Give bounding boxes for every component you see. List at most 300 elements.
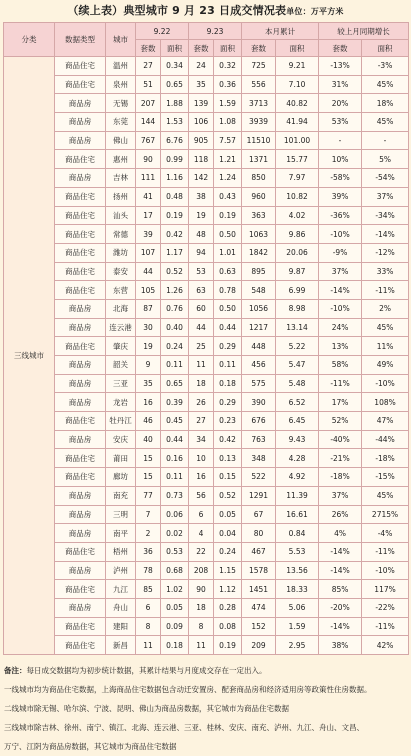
sets-922-cell: 51 bbox=[136, 75, 161, 94]
sets-month-cell: 522 bbox=[242, 468, 276, 487]
city-cell: 泸州 bbox=[106, 561, 136, 580]
area-change-cell: -22% bbox=[362, 598, 409, 617]
sets-922-cell: 35 bbox=[136, 374, 161, 393]
subheader-area: 面积 bbox=[362, 40, 409, 57]
sets-change-cell: 52% bbox=[319, 412, 362, 431]
sets-month-cell: 11510 bbox=[242, 131, 276, 150]
sets-922-cell: 30 bbox=[136, 318, 161, 337]
table-row bbox=[4, 262, 409, 281]
sets-922-cell: 105 bbox=[136, 281, 161, 300]
city-cell: 潍坊 bbox=[106, 243, 136, 262]
table-row bbox=[4, 206, 409, 225]
data-type-cell: 商品住宅 bbox=[55, 636, 106, 655]
sets-change-cell: 17% bbox=[319, 393, 362, 412]
area-922-cell: 0.34 bbox=[161, 57, 189, 76]
area-923-cell: 1.12 bbox=[214, 580, 242, 599]
table-row bbox=[4, 243, 409, 262]
area-922-cell: 0.99 bbox=[161, 150, 189, 169]
area-923-cell: 1.15 bbox=[214, 561, 242, 580]
area-month-cell: 101.00 bbox=[276, 131, 319, 150]
area-922-cell: 0.45 bbox=[161, 412, 189, 431]
table-row bbox=[4, 337, 409, 356]
area-change-cell: -14% bbox=[362, 225, 409, 244]
sets-change-cell: -14% bbox=[319, 561, 362, 580]
area-change-cell: -44% bbox=[362, 430, 409, 449]
area-month-cell: 5.22 bbox=[276, 337, 319, 356]
area-change-cell: 2% bbox=[362, 299, 409, 318]
sets-month-cell: 209 bbox=[242, 636, 276, 655]
sets-923-cell: 38 bbox=[189, 187, 214, 206]
sets-922-cell: 19 bbox=[136, 337, 161, 356]
sets-month-cell: 3939 bbox=[242, 113, 276, 132]
area-change-cell: 11% bbox=[362, 337, 409, 356]
sets-923-cell: 18 bbox=[189, 598, 214, 617]
area-923-cell: 0.08 bbox=[214, 617, 242, 636]
sets-month-cell: 1371 bbox=[242, 150, 276, 169]
area-922-cell: 0.40 bbox=[161, 318, 189, 337]
city-cell: 南平 bbox=[106, 524, 136, 543]
sets-922-cell: 9 bbox=[136, 356, 161, 375]
header-period-922: 9.22 bbox=[136, 23, 189, 40]
area-month-cell: 7.97 bbox=[276, 169, 319, 188]
city-cell: 肇庆 bbox=[106, 337, 136, 356]
sets-922-cell: 8 bbox=[136, 617, 161, 636]
table-row bbox=[4, 225, 409, 244]
sets-month-cell: 467 bbox=[242, 542, 276, 561]
header-data-type: 数据类型 bbox=[55, 23, 106, 57]
table-row bbox=[4, 636, 409, 655]
header-row bbox=[4, 23, 409, 40]
area-923-cell: 0.50 bbox=[214, 299, 242, 318]
sets-change-cell: -40% bbox=[319, 430, 362, 449]
notes-label: 备注： bbox=[4, 666, 27, 675]
data-type-cell: 商品住宅 bbox=[55, 412, 106, 431]
area-923-cell: 0.11 bbox=[214, 356, 242, 375]
area-month-cell: 9.43 bbox=[276, 430, 319, 449]
area-922-cell: 0.11 bbox=[161, 356, 189, 375]
area-922-cell: 6.76 bbox=[161, 131, 189, 150]
table-row bbox=[4, 75, 409, 94]
sets-923-cell: 22 bbox=[189, 542, 214, 561]
table-row bbox=[4, 57, 409, 76]
title-main: （续上表）典型城市 9 月 23 日成交情况表 bbox=[67, 4, 287, 17]
area-change-cell: -12% bbox=[362, 243, 409, 262]
sets-923-cell: 142 bbox=[189, 169, 214, 188]
sets-922-cell: 15 bbox=[136, 468, 161, 487]
sets-922-cell: 11 bbox=[136, 636, 161, 655]
subheader-sets: 套数 bbox=[136, 40, 161, 57]
area-month-cell: 6.52 bbox=[276, 393, 319, 412]
area-change-cell: -11% bbox=[362, 542, 409, 561]
header-category: 分类 bbox=[4, 23, 55, 57]
sets-922-cell: 17 bbox=[136, 206, 161, 225]
note-line-2: 一线城市均为商品住宅数据，上海商品住宅数据包含动迁安置房、配套商品房和经济适用房等政策性住房数据。 bbox=[4, 685, 372, 694]
city-cell: 廊坊 bbox=[106, 468, 136, 487]
area-change-cell: 2715% bbox=[362, 505, 409, 524]
area-change-cell: 45% bbox=[362, 113, 409, 132]
sets-922-cell: 36 bbox=[136, 542, 161, 561]
area-month-cell: 13.56 bbox=[276, 561, 319, 580]
area-month-cell: 5.47 bbox=[276, 356, 319, 375]
data-type-cell: 商品房 bbox=[55, 169, 106, 188]
sets-923-cell: 60 bbox=[189, 299, 214, 318]
sets-923-cell: 26 bbox=[189, 393, 214, 412]
table-row bbox=[4, 187, 409, 206]
area-change-cell: 47% bbox=[362, 412, 409, 431]
sets-923-cell: 25 bbox=[189, 337, 214, 356]
sets-923-cell: 106 bbox=[189, 113, 214, 132]
area-922-cell: 0.44 bbox=[161, 430, 189, 449]
data-type-cell: 商品住宅 bbox=[55, 580, 106, 599]
area-month-cell: 20.06 bbox=[276, 243, 319, 262]
sets-change-cell: 58% bbox=[319, 356, 362, 375]
subheader-area: 面积 bbox=[161, 40, 189, 57]
data-type-cell: 商品房 bbox=[55, 356, 106, 375]
table-row bbox=[4, 505, 409, 524]
sets-month-cell: 390 bbox=[242, 393, 276, 412]
area-923-cell: 0.23 bbox=[214, 412, 242, 431]
city-cell: 泉州 bbox=[106, 75, 136, 94]
data-type-cell: 商品房 bbox=[55, 113, 106, 132]
sets-923-cell: 35 bbox=[189, 75, 214, 94]
sets-change-cell: -9% bbox=[319, 243, 362, 262]
area-923-cell: 1.24 bbox=[214, 169, 242, 188]
data-type-cell: 商品住宅 bbox=[55, 243, 106, 262]
area-922-cell: 0.11 bbox=[161, 468, 189, 487]
sets-month-cell: 152 bbox=[242, 617, 276, 636]
area-month-cell: 41.94 bbox=[276, 113, 319, 132]
area-923-cell: 0.43 bbox=[214, 187, 242, 206]
subheader-sets: 套数 bbox=[319, 40, 362, 57]
data-type-cell: 商品住宅 bbox=[55, 225, 106, 244]
area-month-cell: 10.82 bbox=[276, 187, 319, 206]
sets-month-cell: 895 bbox=[242, 262, 276, 281]
area-month-cell: 16.61 bbox=[276, 505, 319, 524]
area-change-cell: -54% bbox=[362, 169, 409, 188]
sets-922-cell: 90 bbox=[136, 150, 161, 169]
area-923-cell: 0.19 bbox=[214, 206, 242, 225]
sets-922-cell: 78 bbox=[136, 561, 161, 580]
notes-section bbox=[4, 661, 408, 756]
area-922-cell: 0.16 bbox=[161, 449, 189, 468]
area-month-cell: 40.82 bbox=[276, 94, 319, 113]
table-body bbox=[4, 57, 409, 655]
table-row bbox=[4, 150, 409, 169]
sets-change-cell: 13% bbox=[319, 337, 362, 356]
area-change-cell: 45% bbox=[362, 486, 409, 505]
sets-month-cell: 1063 bbox=[242, 225, 276, 244]
area-923-cell: 0.50 bbox=[214, 225, 242, 244]
data-type-cell: 商品房 bbox=[55, 505, 106, 524]
sets-922-cell: 85 bbox=[136, 580, 161, 599]
header-yoy-change: 较上月同期增长 bbox=[319, 23, 409, 40]
data-type-cell: 商品房 bbox=[55, 524, 106, 543]
table-row bbox=[4, 449, 409, 468]
area-change-cell: -10% bbox=[362, 561, 409, 580]
header-period-923: 9.23 bbox=[189, 23, 242, 40]
table-row bbox=[4, 617, 409, 636]
area-change-cell: 108% bbox=[362, 393, 409, 412]
subheader-sets: 套数 bbox=[189, 40, 214, 57]
sets-922-cell: 27 bbox=[136, 57, 161, 76]
area-923-cell: 0.24 bbox=[214, 542, 242, 561]
city-cell: 九江 bbox=[106, 580, 136, 599]
sets-month-cell: 556 bbox=[242, 75, 276, 94]
sets-change-cell: 38% bbox=[319, 636, 362, 655]
area-change-cell: 18% bbox=[362, 94, 409, 113]
sets-month-cell: 548 bbox=[242, 281, 276, 300]
area-month-cell: 4.92 bbox=[276, 468, 319, 487]
city-cell: 汕头 bbox=[106, 206, 136, 225]
sets-922-cell: 107 bbox=[136, 243, 161, 262]
sets-923-cell: 8 bbox=[189, 617, 214, 636]
area-922-cell: 1.53 bbox=[161, 113, 189, 132]
area-change-cell: 33% bbox=[362, 262, 409, 281]
city-cell: 龙岩 bbox=[106, 393, 136, 412]
category-cell: 三线城市 bbox=[4, 57, 55, 655]
sets-922-cell: 15 bbox=[136, 449, 161, 468]
area-change-cell: -34% bbox=[362, 206, 409, 225]
sets-922-cell: 111 bbox=[136, 169, 161, 188]
table-row bbox=[4, 299, 409, 318]
city-cell: 连云港 bbox=[106, 318, 136, 337]
area-923-cell: 0.32 bbox=[214, 57, 242, 76]
sets-change-cell: -21% bbox=[319, 449, 362, 468]
sets-change-cell: -58% bbox=[319, 169, 362, 188]
city-cell: 三明 bbox=[106, 505, 136, 524]
sets-923-cell: 90 bbox=[189, 580, 214, 599]
table-row bbox=[4, 374, 409, 393]
table-row bbox=[4, 281, 409, 300]
sets-month-cell: 676 bbox=[242, 412, 276, 431]
area-923-cell: 0.29 bbox=[214, 393, 242, 412]
sets-change-cell: -14% bbox=[319, 542, 362, 561]
sets-change-cell: 24% bbox=[319, 318, 362, 337]
area-change-cell: 117% bbox=[362, 580, 409, 599]
area-922-cell: 1.16 bbox=[161, 169, 189, 188]
sets-change-cell: -14% bbox=[319, 281, 362, 300]
sets-month-cell: 348 bbox=[242, 449, 276, 468]
sets-922-cell: 767 bbox=[136, 131, 161, 150]
area-change-cell: 45% bbox=[362, 318, 409, 337]
city-cell: 常德 bbox=[106, 225, 136, 244]
area-change-cell: -18% bbox=[362, 449, 409, 468]
sets-923-cell: 11 bbox=[189, 636, 214, 655]
area-923-cell: 0.19 bbox=[214, 636, 242, 655]
sets-923-cell: 139 bbox=[189, 94, 214, 113]
area-923-cell: 0.36 bbox=[214, 75, 242, 94]
area-923-cell: 7.57 bbox=[214, 131, 242, 150]
area-change-cell: -3% bbox=[362, 57, 409, 76]
area-923-cell: 0.44 bbox=[214, 318, 242, 337]
area-month-cell: 1.59 bbox=[276, 617, 319, 636]
area-922-cell: 0.42 bbox=[161, 225, 189, 244]
city-cell: 扬州 bbox=[106, 187, 136, 206]
sets-922-cell: 46 bbox=[136, 412, 161, 431]
area-month-cell: 2.95 bbox=[276, 636, 319, 655]
transaction-table bbox=[3, 22, 409, 655]
area-month-cell: 4.02 bbox=[276, 206, 319, 225]
sets-month-cell: 850 bbox=[242, 169, 276, 188]
area-923-cell: 1.59 bbox=[214, 94, 242, 113]
header-city: 城市 bbox=[106, 23, 136, 57]
data-type-cell: 商品住宅 bbox=[55, 262, 106, 281]
area-922-cell: 0.68 bbox=[161, 561, 189, 580]
sets-922-cell: 87 bbox=[136, 299, 161, 318]
sets-923-cell: 19 bbox=[189, 206, 214, 225]
sets-month-cell: 1056 bbox=[242, 299, 276, 318]
sets-922-cell: 207 bbox=[136, 94, 161, 113]
header-month-to-date: 本月累计 bbox=[242, 23, 319, 40]
area-change-cell: -11% bbox=[362, 617, 409, 636]
data-type-cell: 商品房 bbox=[55, 393, 106, 412]
table-row bbox=[4, 356, 409, 375]
city-cell: 吉林 bbox=[106, 169, 136, 188]
area-month-cell: 15.77 bbox=[276, 150, 319, 169]
city-cell: 建阳 bbox=[106, 617, 136, 636]
sets-923-cell: 34 bbox=[189, 430, 214, 449]
area-month-cell: 9.87 bbox=[276, 262, 319, 281]
area-month-cell: 0.84 bbox=[276, 524, 319, 543]
city-cell: 南充 bbox=[106, 486, 136, 505]
table-row bbox=[4, 561, 409, 580]
title-unit: 单位：万平方米 bbox=[286, 7, 344, 16]
area-month-cell: 9.21 bbox=[276, 57, 319, 76]
area-change-cell: 42% bbox=[362, 636, 409, 655]
area-922-cell: 0.19 bbox=[161, 206, 189, 225]
sets-change-cell: -20% bbox=[319, 598, 362, 617]
data-type-cell: 商品房 bbox=[55, 561, 106, 580]
data-type-cell: 商品房 bbox=[55, 318, 106, 337]
data-type-cell: 商品房 bbox=[55, 299, 106, 318]
note-line-3: 二线城市除无锡、哈尔滨、宁波、昆明、佛山为商品房数据，其它城市为商品住宅数据 bbox=[4, 704, 289, 713]
area-month-cell: 6.99 bbox=[276, 281, 319, 300]
sets-923-cell: 53 bbox=[189, 262, 214, 281]
area-923-cell: 0.04 bbox=[214, 524, 242, 543]
area-change-cell: 5% bbox=[362, 150, 409, 169]
sets-923-cell: 10 bbox=[189, 449, 214, 468]
sets-month-cell: 448 bbox=[242, 337, 276, 356]
area-change-cell: -15% bbox=[362, 468, 409, 487]
area-month-cell: 5.53 bbox=[276, 542, 319, 561]
area-922-cell: 0.39 bbox=[161, 393, 189, 412]
area-922-cell: 0.06 bbox=[161, 505, 189, 524]
table-row bbox=[4, 524, 409, 543]
area-923-cell: 0.13 bbox=[214, 449, 242, 468]
data-type-cell: 商品住宅 bbox=[55, 542, 106, 561]
sets-923-cell: 63 bbox=[189, 281, 214, 300]
sets-923-cell: 27 bbox=[189, 412, 214, 431]
sets-923-cell: 11 bbox=[189, 356, 214, 375]
area-922-cell: 1.02 bbox=[161, 580, 189, 599]
area-change-cell: -10% bbox=[362, 374, 409, 393]
sets-923-cell: 94 bbox=[189, 243, 214, 262]
area-923-cell: 0.52 bbox=[214, 486, 242, 505]
sets-change-cell: 37% bbox=[319, 486, 362, 505]
sets-923-cell: 18 bbox=[189, 374, 214, 393]
table-row bbox=[4, 318, 409, 337]
data-type-cell: 商品房 bbox=[55, 598, 106, 617]
area-922-cell: 1.88 bbox=[161, 94, 189, 113]
sets-change-cell: 26% bbox=[319, 505, 362, 524]
table-row bbox=[4, 131, 409, 150]
sets-change-cell: 31% bbox=[319, 75, 362, 94]
sets-922-cell: 41 bbox=[136, 187, 161, 206]
city-cell: 舟山 bbox=[106, 598, 136, 617]
sets-month-cell: 575 bbox=[242, 374, 276, 393]
subheader-area: 面积 bbox=[276, 40, 319, 57]
sets-month-cell: 960 bbox=[242, 187, 276, 206]
area-923-cell: 1.08 bbox=[214, 113, 242, 132]
sets-change-cell: 85% bbox=[319, 580, 362, 599]
sets-922-cell: 44 bbox=[136, 262, 161, 281]
area-month-cell: 5.06 bbox=[276, 598, 319, 617]
area-923-cell: 0.05 bbox=[214, 505, 242, 524]
area-923-cell: 0.18 bbox=[214, 374, 242, 393]
area-922-cell: 0.18 bbox=[161, 636, 189, 655]
city-cell: 惠州 bbox=[106, 150, 136, 169]
sets-month-cell: 474 bbox=[242, 598, 276, 617]
city-cell: 莆田 bbox=[106, 449, 136, 468]
data-type-cell: 商品住宅 bbox=[55, 187, 106, 206]
city-cell: 牡丹江 bbox=[106, 412, 136, 431]
sets-change-cell: - bbox=[319, 131, 362, 150]
data-type-cell: 商品住宅 bbox=[55, 206, 106, 225]
city-cell: 温州 bbox=[106, 57, 136, 76]
area-922-cell: 0.09 bbox=[161, 617, 189, 636]
area-month-cell: 11.39 bbox=[276, 486, 319, 505]
area-change-cell: - bbox=[362, 131, 409, 150]
note-text-1: 每日成交数据均为初步统计数据，其累计结果与月度成交存在一定出入。 bbox=[26, 666, 267, 675]
page-title bbox=[0, 0, 411, 22]
sets-923-cell: 6 bbox=[189, 505, 214, 524]
area-923-cell: 0.28 bbox=[214, 598, 242, 617]
area-change-cell: 49% bbox=[362, 356, 409, 375]
sets-change-cell: 37% bbox=[319, 262, 362, 281]
data-type-cell: 商品住宅 bbox=[55, 337, 106, 356]
note-line-5: 万宁、江阴为商品房数据，其它城市为商品住宅数据 bbox=[4, 742, 177, 751]
sets-change-cell: -36% bbox=[319, 206, 362, 225]
area-922-cell: 0.65 bbox=[161, 374, 189, 393]
sets-922-cell: 39 bbox=[136, 225, 161, 244]
city-cell: 无锡 bbox=[106, 94, 136, 113]
subheader-sets: 套数 bbox=[242, 40, 276, 57]
city-cell: 东营 bbox=[106, 281, 136, 300]
sets-923-cell: 44 bbox=[189, 318, 214, 337]
data-type-cell: 商品住宅 bbox=[55, 617, 106, 636]
sets-923-cell: 56 bbox=[189, 486, 214, 505]
area-923-cell: 0.29 bbox=[214, 337, 242, 356]
data-type-cell: 商品房 bbox=[55, 374, 106, 393]
area-month-cell: 6.45 bbox=[276, 412, 319, 431]
sets-change-cell: 39% bbox=[319, 187, 362, 206]
area-922-cell: 0.05 bbox=[161, 598, 189, 617]
area-923-cell: 0.78 bbox=[214, 281, 242, 300]
sets-month-cell: 67 bbox=[242, 505, 276, 524]
area-change-cell: -11% bbox=[362, 281, 409, 300]
area-month-cell: 5.48 bbox=[276, 374, 319, 393]
sets-922-cell: 144 bbox=[136, 113, 161, 132]
data-type-cell: 商品住宅 bbox=[55, 468, 106, 487]
table-row bbox=[4, 169, 409, 188]
sets-change-cell: 53% bbox=[319, 113, 362, 132]
sets-change-cell: 20% bbox=[319, 94, 362, 113]
area-month-cell: 8.98 bbox=[276, 299, 319, 318]
sets-month-cell: 1217 bbox=[242, 318, 276, 337]
area-922-cell: 0.48 bbox=[161, 187, 189, 206]
area-923-cell: 0.63 bbox=[214, 262, 242, 281]
data-type-cell: 商品房 bbox=[55, 94, 106, 113]
